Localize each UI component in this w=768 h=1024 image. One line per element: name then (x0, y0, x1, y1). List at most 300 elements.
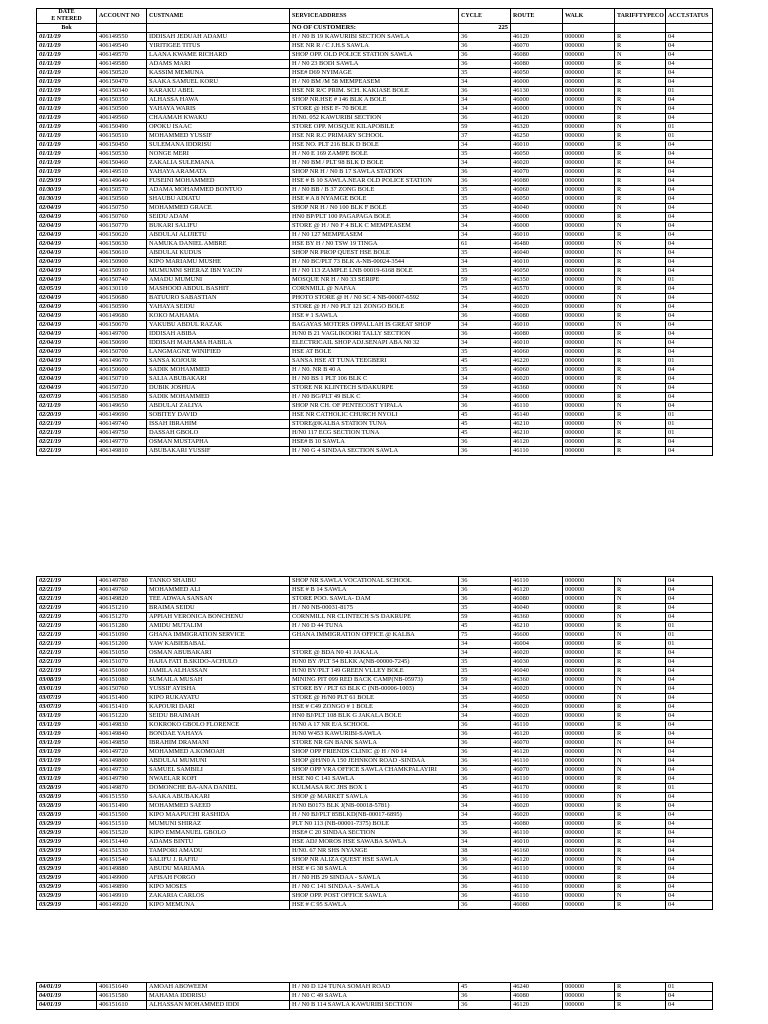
custname-cell: JAMILA ALHASSAN (147, 667, 290, 676)
acct-status-cell: 04 (666, 285, 713, 294)
date-entered-cell: 03/29/19 (37, 901, 97, 910)
table-row (37, 384, 713, 393)
account-no-cell: 406151610 (97, 1001, 147, 1010)
tariff-type-cell: R (615, 429, 666, 438)
service-address-cell: GHANA IMMIGRATION OFFICE @ KALBA (290, 631, 459, 640)
route-cell: 46250 (511, 132, 563, 141)
walk-cell: 000000 (563, 622, 615, 631)
table-row (37, 1001, 713, 1010)
tariff-type-cell: R (615, 1001, 666, 1010)
custname-cell: ALHASSA HAWA (147, 96, 290, 105)
account-no-cell: 406151440 (97, 838, 147, 847)
custname-cell: LAANA KWAME RICHARD (147, 51, 290, 60)
service-address-cell: HSE # C49 ZONGO # 1 BOLE (290, 703, 459, 712)
custname-cell: SUMAILA MUSAH (147, 676, 290, 685)
tariff-type-cell: N (615, 249, 666, 258)
walk-cell: 000000 (563, 992, 615, 1001)
walk-cell: 000000 (563, 901, 615, 910)
date-entered-cell: 03/29/19 (37, 856, 97, 865)
cycle-cell: 34 (459, 640, 511, 649)
account-no-cell: 406149780 (97, 577, 147, 586)
date-entered-cell: 03/28/19 (37, 802, 97, 811)
date-entered-cell: 03/29/19 (37, 847, 97, 856)
date-entered-cell: 02/20/19 (37, 411, 97, 420)
route-cell: 46210 (511, 429, 563, 438)
route-cell: 46080 (511, 312, 563, 321)
walk-cell: 000000 (563, 114, 615, 123)
route-cell: 46010 (511, 231, 563, 240)
account-no-cell: 406149760 (97, 586, 147, 595)
table-row (37, 168, 713, 177)
tariff-type-cell: R (615, 775, 666, 784)
service-address-cell: HN0 BP/PLT 100 PAGAPAGA BOLE (290, 213, 459, 222)
walk-cell: 000000 (563, 402, 615, 411)
tariff-type-cell: R (615, 829, 666, 838)
route-cell: 46040 (511, 604, 563, 613)
tariff-type-cell: R (615, 168, 666, 177)
date-entered-cell: 02/07/19 (37, 393, 97, 402)
route-cell: 46110 (511, 775, 563, 784)
table-row (37, 802, 713, 811)
acct-status-cell: 04 (666, 1001, 713, 1010)
service-address-cell: HSE NR R/C PRIM. SCH. KAKIASE BOLE (290, 87, 459, 96)
date-entered-cell: 01/11/19 (37, 69, 97, 78)
date-entered-cell: 02/21/19 (37, 667, 97, 676)
route-cell: 46110 (511, 874, 563, 883)
walk-cell: 000000 (563, 438, 615, 447)
custname-cell: ALHASSAN MOHAMMED IDDI (147, 1001, 290, 1010)
date-entered-cell: 01/29/19 (37, 177, 97, 186)
cycle-cell: 35 (459, 820, 511, 829)
date-entered-cell: 02/04/19 (37, 357, 97, 366)
table-row (37, 676, 713, 685)
route-cell: 46060 (511, 366, 563, 375)
custname-cell: IBRAHIM DRAMANI (147, 739, 290, 748)
date-entered-cell: 01/11/19 (37, 87, 97, 96)
date-entered-cell: 03/28/19 (37, 811, 97, 820)
cycle-cell: 36 (459, 87, 511, 96)
cycle-cell: 36 (459, 739, 511, 748)
date-entered-cell: 01/11/19 (37, 132, 97, 141)
account-no-cell: 406150570 (97, 186, 147, 195)
custname-cell: KOKROKO GBOLO FLORENCE (147, 721, 290, 730)
table-row (37, 231, 713, 240)
tariff-type-cell: N (615, 676, 666, 685)
cycle-cell: 45 (459, 622, 511, 631)
tariff-type-cell: R (615, 802, 666, 811)
acct-status-cell: 04 (666, 892, 713, 901)
walk-cell: 000000 (563, 730, 615, 739)
cycle-cell: 36 (459, 1001, 511, 1010)
route-cell: 46110 (511, 577, 563, 586)
tariff-type-cell: R (615, 447, 666, 456)
account-no-cell: 406149510 (97, 168, 147, 177)
acct-status-cell: 04 (666, 577, 713, 586)
walk-cell: 000000 (563, 676, 615, 685)
cycle-cell: 36 (459, 60, 511, 69)
custname-cell: DASSAH GBOLO (147, 429, 290, 438)
tariff-type-cell: R (615, 820, 666, 829)
date-entered-cell: 01/11/19 (37, 150, 97, 159)
service-address-cell: H/N0. 67 NR SHS NYANGE (290, 847, 459, 856)
cycle-cell: 36 (459, 829, 511, 838)
service-address-cell: HSE # G 38 SAWLA (290, 865, 459, 874)
custname-cell: AMOAH ABOWEEM (147, 983, 290, 992)
acct-status-cell: 01 (666, 784, 713, 793)
walk-cell: 000000 (563, 865, 615, 874)
acct-status-cell: 04 (666, 321, 713, 330)
date-entered-cell: 02/21/19 (37, 631, 97, 640)
custname-cell: SEIDU ADAM (147, 213, 290, 222)
acct-status-cell: 04 (666, 240, 713, 249)
tariff-type-cell: R (615, 983, 666, 992)
table-row (37, 357, 713, 366)
date-entered-cell: 03/29/19 (37, 829, 97, 838)
cycle-cell: 34 (459, 685, 511, 694)
tariff-type-cell: R (615, 114, 666, 123)
acct-status-cell: 04 (666, 150, 713, 159)
service-address-cell: H/N0. 052 KAWURIBI SECTION (290, 114, 459, 123)
table-row (37, 685, 713, 694)
service-address-cell: H / N0 BM /M 58 MEMPEASEM (290, 78, 459, 87)
walk-cell: 000000 (563, 658, 615, 667)
date-entered-cell: 02/04/19 (37, 267, 97, 276)
tariff-type-cell: R (615, 865, 666, 874)
route-cell: 46070 (511, 766, 563, 775)
acct-status-cell: 01 (666, 87, 713, 96)
date-entered-cell: 03/29/19 (37, 820, 97, 829)
custname-cell: MAHAMA IDDRISU (147, 992, 290, 1001)
tariff-type-cell: N (615, 739, 666, 748)
account-no-cell: 406149580 (97, 60, 147, 69)
cycle-cell: 36 (459, 114, 511, 123)
custname-cell: APPIAH VERONICA BONCHENU (147, 613, 290, 622)
cycle-cell: 45 (459, 357, 511, 366)
table-row (37, 285, 713, 294)
acct-status-cell: 04 (666, 820, 713, 829)
cycle-cell: 36 (459, 402, 511, 411)
entered-header-label: E NTERED (51, 16, 82, 22)
custname-cell: OSMAN MUSTAPHA (147, 438, 290, 447)
date-entered-cell: 02/04/19 (37, 348, 97, 357)
route-cell: 46080 (511, 992, 563, 1001)
route-cell: 46120 (511, 586, 563, 595)
route-cell: 46000 (511, 222, 563, 231)
account-no-cell: 406150350 (97, 96, 147, 105)
cycle-cell: 34 (459, 811, 511, 820)
custname-cell: ABUBAKARI YUSSIF (147, 447, 290, 456)
service-address-cell: H / N0 NB-00031-8175 (290, 604, 459, 613)
route-cell: 46020 (511, 303, 563, 312)
account-no-cell: 406150760 (97, 213, 147, 222)
route-cell: 46070 (511, 739, 563, 748)
custname-cell: SEIDU BRAIMAH (147, 712, 290, 721)
service-address-cell: HSE BY H / N0 TSW 19 TINGA (290, 240, 459, 249)
custname-cell: ADAMS BINTU (147, 838, 290, 847)
walk-cell: 000000 (563, 375, 615, 384)
account-no-cell: 406149830 (97, 721, 147, 730)
service-address-cell: PHOTO STORE @ H / N0 SC 4 NB-00007-6592 (290, 294, 459, 303)
cycle-cell: 36 (459, 992, 511, 1001)
acct-status-cell: 04 (666, 658, 713, 667)
cycle-cell: 36 (459, 312, 511, 321)
walk-cell: 000000 (563, 177, 615, 186)
custname-cell: KIPO MOSES (147, 883, 290, 892)
walk-cell: 000000 (563, 105, 615, 114)
service-address-cell: STORE BY / PLT 63 BLK C (NB-00006-1003) (290, 685, 459, 694)
cycle-cell: 35 (459, 195, 511, 204)
acct-status-cell: 04 (666, 901, 713, 910)
table-row (37, 595, 713, 604)
customer-table-section-2 (36, 576, 713, 910)
custname-cell: KIPO RUKAYATU (147, 694, 290, 703)
route-cell: 46350 (511, 276, 563, 285)
account-no-cell: 406150680 (97, 294, 147, 303)
acct-status-cell: 04 (666, 249, 713, 258)
service-address-cell: H / N0 C 141 SINDAA - SAWLA (290, 883, 459, 892)
route-cell: 46010 (511, 838, 563, 847)
custname-cell: SAAKA SAMUEL KORU (147, 78, 290, 87)
table-row (37, 820, 713, 829)
date-entered-cell: 03/11/19 (37, 757, 97, 766)
custname-cell: SULEMANA IDDRISU (147, 141, 290, 150)
acct-status-cell: 04 (666, 339, 713, 348)
tariff-type-cell: N (615, 856, 666, 865)
date-entered-cell: 01/11/19 (37, 33, 97, 42)
account-no-cell: 406149770 (97, 438, 147, 447)
account-no-cell: 406149670 (97, 357, 147, 366)
walk-cell: 000000 (563, 721, 615, 730)
cycle-cell: 36 (459, 874, 511, 883)
walk-cell: 000000 (563, 357, 615, 366)
custname-cell: KASSIM MEMUNA (147, 69, 290, 78)
tariff-type-cell: R (615, 992, 666, 1001)
date-entered-cell: 04/01/19 (37, 1001, 97, 1010)
cycle-cell: 36 (459, 177, 511, 186)
table-row (37, 114, 713, 123)
blank-cell (97, 24, 147, 33)
tariff-type-cell: N (615, 339, 666, 348)
tariff-type-cell: R (615, 375, 666, 384)
acct-status-cell: 04 (666, 213, 713, 222)
route-cell: 46010 (511, 321, 563, 330)
acct-status-cell: 04 (666, 757, 713, 766)
acct-status-cell: 04 (666, 703, 713, 712)
table-row (37, 375, 713, 384)
route-cell: 46140 (511, 411, 563, 420)
route-cell: 46110 (511, 757, 563, 766)
date-entered-cell: 02/04/19 (37, 213, 97, 222)
walk-cell: 000000 (563, 186, 615, 195)
tariff-type-cell: R (615, 901, 666, 910)
table-row (37, 622, 713, 631)
service-address-cell: H / N0 BB / B 37 ZONG BOLE (290, 186, 459, 195)
walk-cell: 000000 (563, 685, 615, 694)
tariff-type-cell: R (615, 874, 666, 883)
walk-cell: 000000 (563, 132, 615, 141)
walk-cell: 000000 (563, 631, 615, 640)
custname-cell: MOHAMMED ALI (147, 586, 290, 595)
table-row (37, 420, 713, 429)
cycle-cell: 35 (459, 69, 511, 78)
walk-cell: 000000 (563, 312, 615, 321)
acct-status-cell: 01 (666, 983, 713, 992)
acct-status-cell: 04 (666, 775, 713, 784)
acct-status-cell: 01 (666, 276, 713, 285)
walk-cell: 000000 (563, 339, 615, 348)
table-row (37, 132, 713, 141)
custname-cell: MUMUMNI SHERAZ IBN YACIN (147, 267, 290, 276)
table-row (37, 640, 713, 649)
date-entered-cell: 02/21/19 (37, 586, 97, 595)
acct-status-cell: 04 (666, 141, 713, 150)
tariff-type-cell: R (615, 69, 666, 78)
table-row (37, 703, 713, 712)
walk-cell: 000000 (563, 775, 615, 784)
account-no-cell: 406150670 (97, 321, 147, 330)
custname-cell: HAJIA FATI B.SKIDO-ACHULO (147, 658, 290, 667)
custname-cell: YAKUBU ABDUL RAZAK (147, 321, 290, 330)
cycle-cell: 36 (459, 42, 511, 51)
route-cell: 46080 (511, 901, 563, 910)
table-row (37, 865, 713, 874)
custname-cell: SAMUEL SAMBILI (147, 766, 290, 775)
date-entered-cell: 03/07/19 (37, 703, 97, 712)
custname-cell: OSMAN ABUBAKARI (147, 649, 290, 658)
walk-cell: 000000 (563, 393, 615, 402)
cycle-header: CYCLE (459, 9, 511, 24)
tariff-type-cell: N (615, 105, 666, 114)
service-address-cell: H / N0 23 BODI SAWLA (290, 60, 459, 69)
custname-cell: TEE ADWAA SANSAN (147, 595, 290, 604)
date-entered-cell: 02/04/19 (37, 384, 97, 393)
tariff-header: TARIFFTYPECO (615, 9, 666, 24)
service-address-cell: HSE N0 C 141 SAWLA (290, 775, 459, 784)
account-no-cell: 406149790 (97, 775, 147, 784)
walk-cell: 000000 (563, 96, 615, 105)
acct-status-cell: 04 (666, 204, 713, 213)
cycle-cell: 34 (459, 78, 511, 87)
table-row (37, 141, 713, 150)
custname-cell: TAMPORI AMADU (147, 847, 290, 856)
route-cell: 46010 (511, 339, 563, 348)
cycle-cell: 35 (459, 249, 511, 258)
table-row (37, 276, 713, 285)
route-cell: 46020 (511, 159, 563, 168)
service-address-cell: HSE# C 20 SINDAA SECTION (290, 829, 459, 838)
walk-cell: 000000 (563, 411, 615, 420)
account-no-cell: 406149690 (97, 411, 147, 420)
table-row (37, 204, 713, 213)
route-cell: 46160 (511, 847, 563, 856)
service-address-cell: H / N0 BG/PLT 49 BLK C (290, 393, 459, 402)
route-cell: 46110 (511, 883, 563, 892)
custname-cell: SALIFU J. RAFIU (147, 856, 290, 865)
service-address-cell: SHOP OPP VRA OFFICE SAWLA CHAMKPALAYIRI (290, 766, 459, 775)
table-row (37, 847, 713, 856)
service-address-cell: SHOP @H/N0 A 150 JEHNKON ROAD -SINDAA (290, 757, 459, 766)
service-address-cell: STORE @ H / N0 PLT 121 ZONGO BOLE (290, 303, 459, 312)
table-row (37, 411, 713, 420)
account-no-cell: 406149850 (97, 739, 147, 748)
custname-cell: AMADU MUMUNI (147, 276, 290, 285)
section-2-rows (37, 577, 713, 910)
route-cell: 46070 (511, 168, 563, 177)
table-row (37, 613, 713, 622)
table-row (37, 649, 713, 658)
custname-cell: ZAKARIA CARLOS (147, 892, 290, 901)
date-entered-cell: 02/21/19 (37, 622, 97, 631)
date-entered-cell: 02/04/19 (37, 321, 97, 330)
custname-cell: BATUURO SABASTIAN (147, 294, 290, 303)
cycle-cell: 59 (459, 123, 511, 132)
table-row (37, 586, 713, 595)
walk-cell: 000000 (563, 222, 615, 231)
custname-cell: YAHAYA SEIDU (147, 303, 290, 312)
date-entered-cell: 01/11/19 (37, 168, 97, 177)
cycle-cell: 36 (459, 748, 511, 757)
walk-cell: 000000 (563, 330, 615, 339)
walk-cell: 000000 (563, 847, 615, 856)
date-entered-cell: 03/29/19 (37, 865, 97, 874)
tariff-type-cell: N (615, 222, 666, 231)
table-row (37, 240, 713, 249)
tariff-type-cell: R (615, 712, 666, 721)
service-address-cell: STORE@KALBA STATION TUNA (290, 420, 459, 429)
walk-cell: 000000 (563, 595, 615, 604)
cycle-cell: 36 (459, 595, 511, 604)
route-header: ROUTE (511, 9, 563, 24)
route-cell: 46030 (511, 658, 563, 667)
acct-status-cell: 04 (666, 105, 713, 114)
acct-status-cell: 04 (666, 177, 713, 186)
acct-status-cell: 01 (666, 132, 713, 141)
customer-table-section-1 (36, 8, 713, 456)
custname-cell: MOHAMMED A.KOMOAH (147, 748, 290, 757)
date-entered-cell: 02/04/19 (37, 276, 97, 285)
service-address-cell: SHOP NR H / N0 B 17 SAWLA STATION (290, 168, 459, 177)
table-row (37, 78, 713, 87)
date-entered-cell: 02/21/19 (37, 429, 97, 438)
date-entered-cell: 03/29/19 (37, 883, 97, 892)
tariff-type-cell: N (615, 595, 666, 604)
date-entered-cell: 03/29/19 (37, 874, 97, 883)
acct-status-cell: 04 (666, 303, 713, 312)
acct-status-cell: 04 (666, 393, 713, 402)
service-address-cell: HSE AT BOLE (290, 348, 459, 357)
acct-status-cell: 04 (666, 721, 713, 730)
account-no-cell: 406150510 (97, 132, 147, 141)
service-address-cell: STORE @ BDA N0 41 JAKALA (290, 649, 459, 658)
tariff-type-cell: N (615, 402, 666, 411)
date-entered-cell: 02/04/19 (37, 204, 97, 213)
walk-cell: 000000 (563, 249, 615, 258)
cycle-cell: 36 (459, 33, 511, 42)
custname-cell: YIRITIGEE TITUS (147, 42, 290, 51)
route-cell: 46020 (511, 685, 563, 694)
walk-cell: 000000 (563, 892, 615, 901)
walk-cell: 000000 (563, 348, 615, 357)
walk-cell: 000000 (563, 703, 615, 712)
walk-cell: 000000 (563, 613, 615, 622)
acct-status-cell: 04 (666, 69, 713, 78)
walk-cell: 000000 (563, 604, 615, 613)
account-no-cell: 406151270 (97, 613, 147, 622)
tariff-type-cell: R (615, 730, 666, 739)
acct-status-cell: 04 (666, 42, 713, 51)
table-row (37, 784, 713, 793)
service-address-cell: STORE @ HSE F- 70 BOLE (290, 105, 459, 114)
